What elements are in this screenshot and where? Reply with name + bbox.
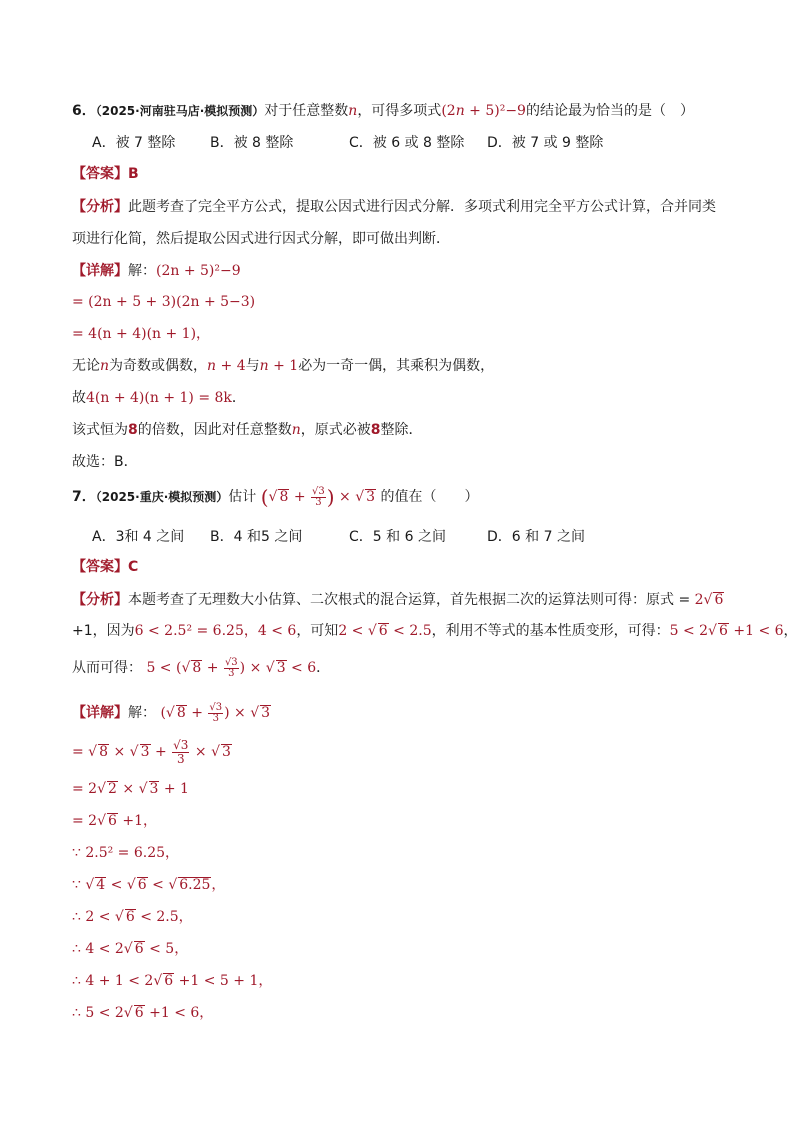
q6-detail-1: 【详解】解：(2n + 5)²−9: [72, 263, 241, 279]
q6-detail-3: = 4(n + 4)(n + 1)，: [72, 326, 211, 342]
q6-detail-4: 无论n为奇数或偶数，n + 4与n + 1必为一奇一偶，其乘积为偶数，: [72, 358, 495, 374]
q6-detail-7: 故选：B．: [72, 454, 138, 470]
q6-analysis-1: 【分析】此题考查了完全平方公式，提取公因式进行因式分解．多项式利用完全平方公式计算，合并同类: [72, 199, 716, 215]
q7-analysis-1: 【分析】本题考查了无理数大小估算、二次根式的混合运算，首先根据二次的运算法则可得：原式 = 2√ 6: [72, 592, 724, 608]
q6-source: （2025·河南驻马店·模拟预测）: [95, 104, 265, 118]
q7-source: （2025·重庆·模拟预测）: [95, 490, 229, 504]
q6-stem: 6．（2025·河南驻马店·模拟预测）对于任意整数n，可得多项式(2n + 5)²−9的结论最为恰当的是（ ）: [72, 103, 694, 119]
q6-detail-2: = (2n + 5 + 3)(2n + 5−3): [72, 294, 256, 310]
q7-option-d[interactable]: D．6 和 7 之间: [487, 529, 585, 545]
q7-number: 7．: [72, 489, 96, 505]
q7-option-b[interactable]: B．4 和5 之间: [210, 529, 303, 545]
q7-detail-1: 【详解】解： (√ 8 + $\frac{√3}{3}$ ) × √ 3: [72, 701, 271, 724]
q7-detail-3: = 2√ 2 × √ 3 + 1: [72, 781, 189, 797]
q7-analysis-2: +1，因为6 < 2.5² = 6.25，4 < 6，可知2 < √ 6 < 2.5，利用不等式的基本性质变形，可得：5 < 2√ 6 +1 < 6，: [72, 623, 798, 639]
q6-answer: 【答案】B: [72, 166, 139, 182]
q6-option-c[interactable]: C．被 6 或 8 整除: [349, 135, 465, 151]
q6-detail-5: 故4(n + 4)(n + 1) = 8k．: [72, 390, 246, 406]
q6-option-b[interactable]: B．被 8 整除: [210, 135, 294, 151]
q7-detail-6: ∵ √ 4 < √ 6 < √ 6.25，: [72, 877, 226, 893]
q7-analysis-3: 从而可得： 5 < (√ 8 + $\frac{√3}{3}$ ) × √ 3 < 6．: [72, 656, 331, 679]
q7-option-a[interactable]: A．3和 4 之间: [92, 529, 185, 545]
q6-number: 6．: [72, 103, 96, 119]
q7-option-c[interactable]: C．5 和 6 之间: [349, 529, 446, 545]
q6-analysis-2: 项进行化简，然后提取公因式进行因式分解，即可做出判断．: [72, 231, 450, 247]
q7-detail-5: ∵ 2.5² = 6.25，: [72, 845, 180, 861]
q7-answer: 【答案】C: [72, 559, 139, 575]
q6-detail-6: 该式恒为8的倍数，因此对任意整数n，原式必被8整除．: [72, 422, 423, 438]
q7-detail-2: = √ 8 × √ 3 + $\frac{√3}{3}$ × √ 3: [72, 737, 231, 766]
q7-detail-9: ∴ 4 + 1 < 2√ 6 +1 < 5 + 1，: [72, 973, 273, 989]
q7-detail-8: ∴ 4 < 2√ 6 < 5，: [72, 941, 189, 957]
q6-option-d[interactable]: D．被 7 或 9 整除: [487, 135, 604, 151]
q7-detail-10: ∴ 5 < 2√ 6 +1 < 6，: [72, 1005, 214, 1021]
q7-stem: 7．（2025·重庆·模拟预测）估计 (√ 8 + $\frac{√3}{3}$ ) × √ 3 的值在（ ）: [72, 485, 479, 509]
q6-option-a[interactable]: A．被 7 整除: [92, 135, 176, 151]
q7-detail-4: = 2√ 6 +1，: [72, 813, 158, 829]
q7-detail-7: ∴ 2 < √ 6 < 2.5，: [72, 909, 193, 925]
